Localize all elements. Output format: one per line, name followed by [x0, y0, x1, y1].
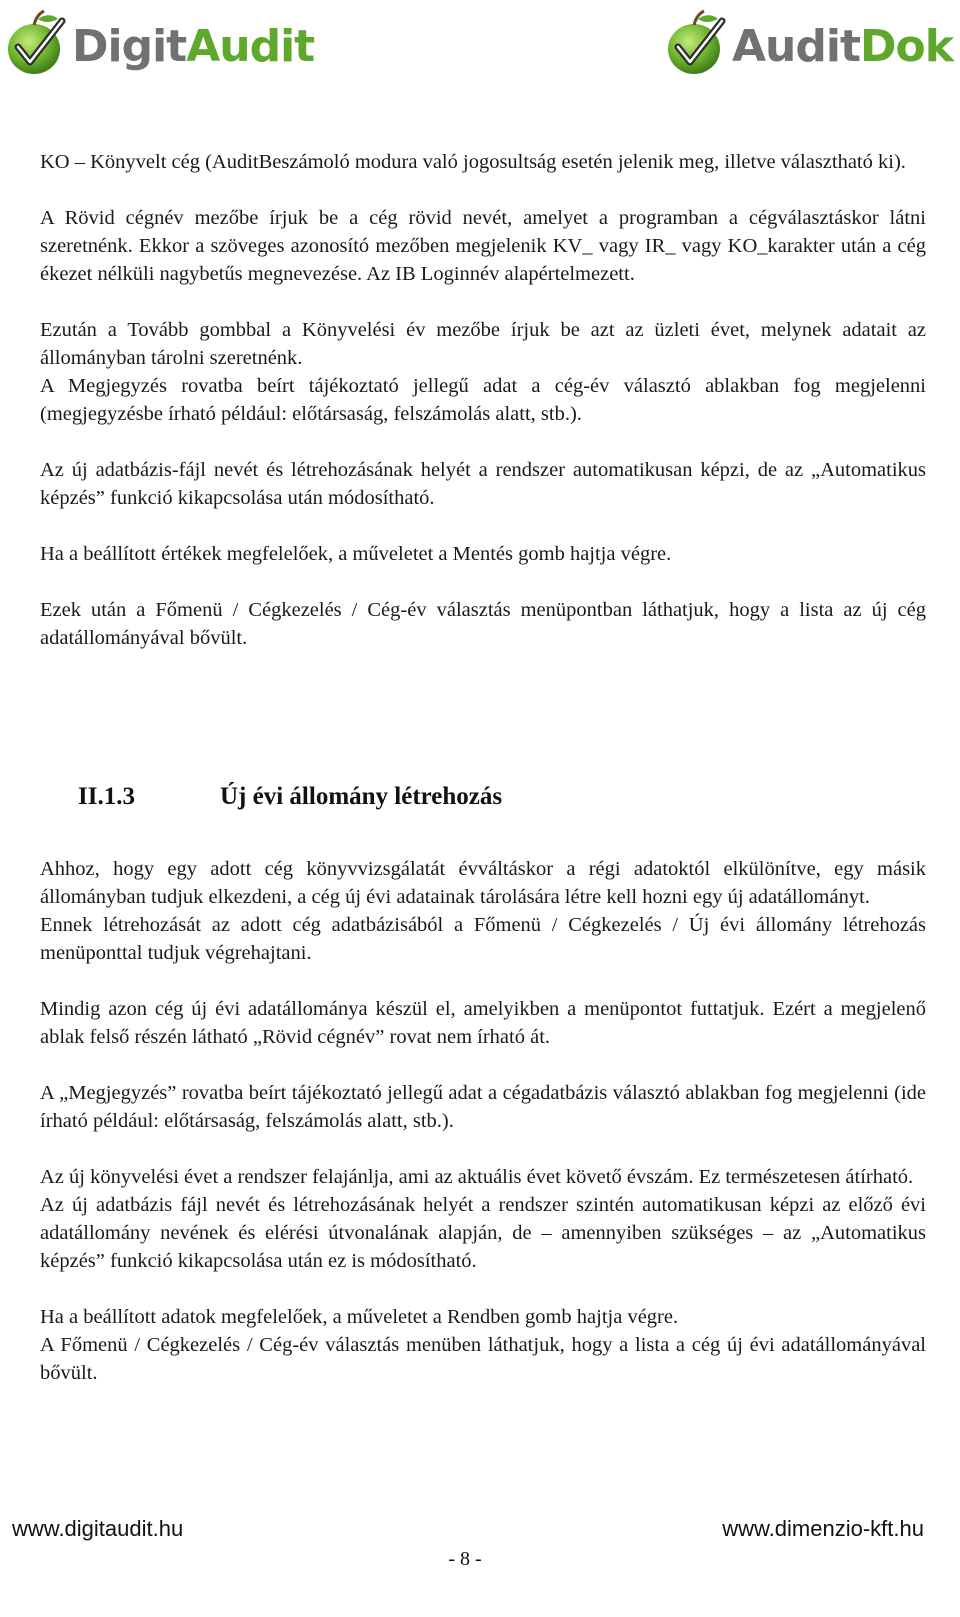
paragraph: A „Megjegyzés” rovatba beírt tájékoztató jellegű adat a cégadatbázis választó ablakban fog megjelenni (ide írható például: előtársaság, felszámolás alatt, stb.). — [40, 1082, 926, 1132]
section-number: II.1.3 — [78, 783, 135, 810]
auditdok-logo-text: AuditDok — [732, 20, 954, 72]
paragraph: Ezek után a Főmenü / Cégkezelés / Cég-év választás menüpontban láthatjuk, hogy a lista az új cég adatállományával bővült. — [40, 599, 926, 649]
paragraph: Az új adatbázis-fájl nevét és létrehozásának helyét a rendszer automatikusan képzi, de az „Automatikus képzés” funkció kikapcsolása után módosítható. — [40, 459, 926, 509]
paragraph: Ezután a Tovább gombbal a Könyvelési év mezőbe írjuk be azt az üzleti évet, melynek adatait az állományban tárolni szeretnénk. — [40, 319, 926, 369]
paragraph: Mindig azon cég új évi adatállománya készül el, amelyikben a menüpontot futtatjuk. Ezért a megjelenő ablak felső részén látható „Rövid cégnév” rovat nem írható át. — [40, 998, 926, 1048]
paragraph: Ha a beállított értékek megfelelőek, a műveletet a Mentés gomb hajtja végre. — [40, 543, 672, 565]
paragraph: Az új adatbázis fájl nevét és létrehozásának helyét a rendszer szintén automatikusan képzi az előző évi adatállomány nevének és elérési útvonalának alapján, de – amennyiben szükséges – az „Automatikus képzés” funkció kikapcsolása után ez is módosítható. — [40, 1194, 926, 1272]
auditdok-logo — [664, 6, 953, 78]
paragraph: A Rövid cégnév mezőbe írjuk be a cég rövid nevét, amelyet a programban a cégválasztáskor látni szeretnénk. Ekkor a szöveges azonosító mezőben megjelenik KV_ vagy IR_ vagy KO_karakter után a cég ékezet nélküli nagybetűs megnevezése. Az IB Loginnév alapértelmezett. — [40, 207, 926, 285]
paragraph: Ha a beállított adatok megfelelőek, a műveletet a Rendben gomb hajtja végre. — [40, 1306, 679, 1328]
paragraph: Ennek létrehozását az adott cég adatbázisából a Főmenü / Cégkezelés / Új évi állomány létrehozás menüponttal tudjuk végrehajtani. — [40, 914, 926, 964]
section-title: Új évi állomány létrehozás — [220, 783, 503, 810]
paragraph: KO – Könyvelt cég (AuditBeszámoló modura való jogosultság esetén jelenik meg, illetve választható ki). — [40, 151, 906, 173]
apple-check-icon — [4, 7, 70, 77]
paragraph: A Megjegyzés rovatba beírt tájékoztató jellegű adat a cég-év választó ablakban fog megjelenni (megjegyzésbe írható például: előtársaság, felszámolás alatt, stb.). — [40, 375, 926, 425]
body-text-block-2 — [40, 855, 926, 1387]
footer-left-link[interactable]: www.digitaudit.hu — [12, 1516, 184, 1541]
body-text-block-1 — [40, 148, 926, 652]
footer-right-link[interactable]: www.dimenzio-kft.hu — [722, 1516, 924, 1541]
digitaudit-logo — [4, 6, 314, 78]
apple-check-icon — [664, 7, 730, 77]
paragraph: A Főmenü / Cégkezelés / Cég-év választás menüben láthatjuk, hogy a lista a cég új évi adatállományával bővült. — [40, 1334, 926, 1384]
page-number: - 8 - — [448, 1548, 482, 1570]
digitaudit-logo-text: DigitAudit — [72, 20, 315, 72]
paragraph: Ahhoz, hogy egy adott cég könyvvizsgálatát évváltáskor a régi adatoktól elkülönítve, egy másik állományban tudjuk elkezdeni, a cég új évi adatainak tárolására létre kell hozni egy új adatállományt. — [40, 858, 926, 908]
section-heading — [78, 781, 502, 813]
paragraph: Az új könyvelési évet a rendszer felajánlja, ami az aktuális évet követő évszám. Ez természetesen átírható. — [40, 1166, 914, 1188]
